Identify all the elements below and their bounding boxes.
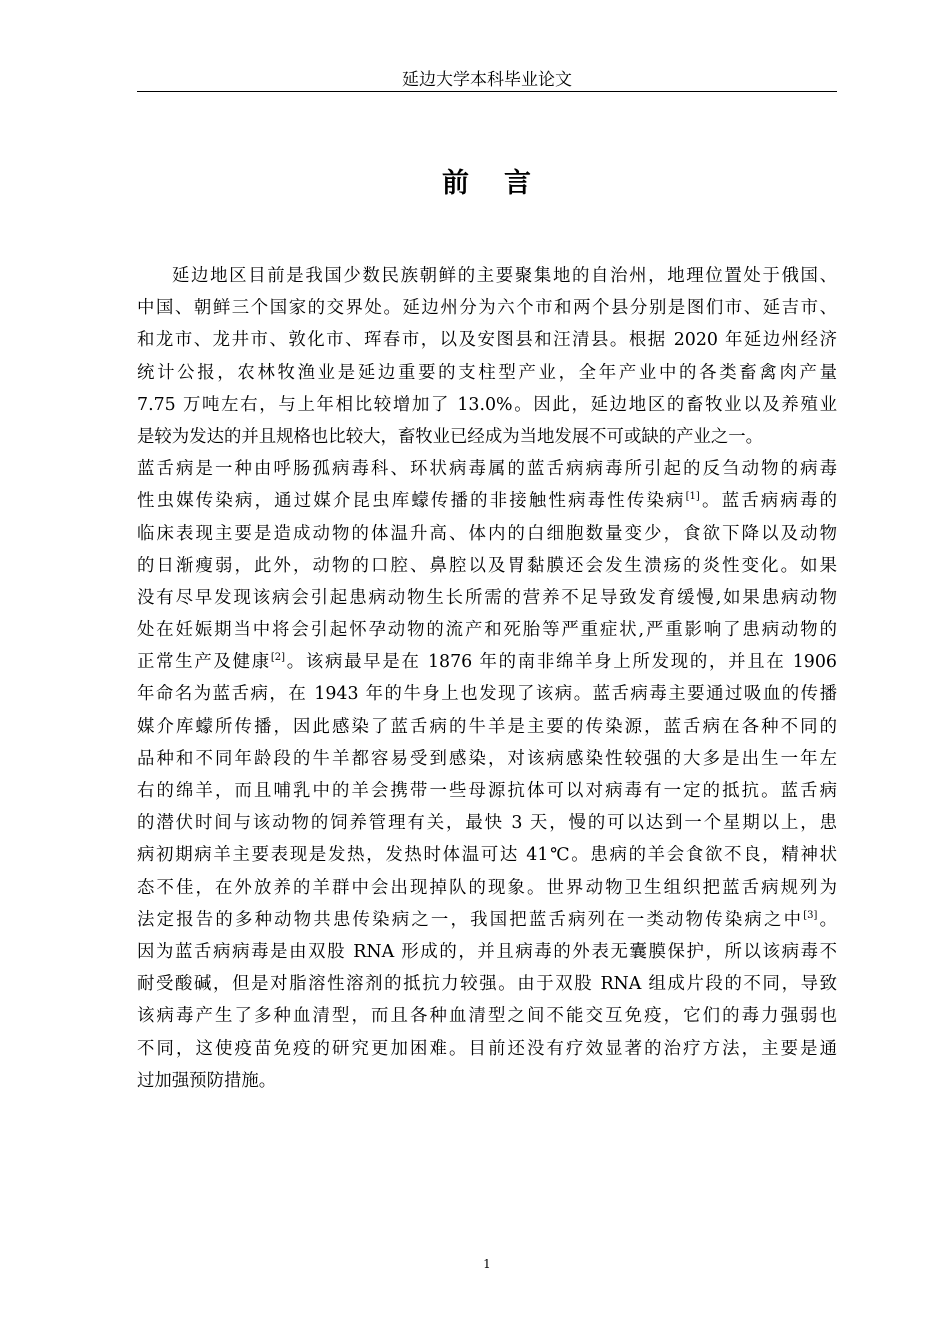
text-line: 该病毒产生了多种血清型，而且各种血清型之间不能交互免疫，它们的毒力强弱也 [137,1006,837,1027]
text-line: 和龙市、龙井市、敦化市、珲春市，以及安图县和汪清县。根据 2020 年延边州经济 [137,330,837,351]
paragraph-1 [137,260,837,453]
text-line: 中国、朝鲜三个国家的交界处。延边州分为六个市和两个县分别是图们市、延吉市、 [137,298,837,319]
text-segment: 。该病最早是在 1876 年的南非绵羊身上所发现的，并且在 1906 [285,652,837,673]
title-char-1: 前 [442,168,470,199]
text-line: 因为蓝舌病病毒是由双股 RNA 形成的，并且病毒的外表无囊膜保护，所以该病毒不 [137,941,837,962]
text-line: 统计公报，农林牧渔业是延边重要的支柱型产业，全年产业中的各类畜禽肉产量 [137,362,837,383]
text-line: 不同，这使疫苗免疫的研究更加困难。目前还没有疗效显著的治疗方法，主要是通 [137,1038,837,1059]
text-line: 媒介库蠓所传播，因此感染了蓝舌病的牛羊是主要的传染源，蓝舌病在各种不同的 [137,716,837,737]
running-header: 延边大学本科毕业论文 [402,70,572,90]
text-segment: 。 [817,909,837,930]
text-line [137,485,837,517]
text-segment: 。蓝舌病病毒的 [699,491,837,512]
text-line: 蓝舌病是一种由呼肠孤病毒科、环状病毒属的蓝舌病病毒所引起的反刍动物的病毒 [137,459,837,480]
text-line: 耐受酸碱，但是对脂溶性溶剂的抵抗力较强。由于双股 RNA 组成片段的不同，导致 [137,974,837,995]
text-line: 过加强预防措施。 [137,1070,277,1091]
header-rule [137,91,837,92]
page-title [137,164,837,204]
body-text [137,260,837,1097]
text-line [137,904,837,936]
text-line: 延边地区目前是我国少数民族朝鲜的主要聚集地的自治州，地理位置处于俄国、 [172,266,837,286]
text-line: 临床表现主要是造成动物的体温升高、体内的白细胞数量变少，食欲下降以及动物 [137,523,837,544]
citation-ref-2: [2] [270,652,286,664]
text-line: 处在妊娠期当中将会引起怀孕动物的流产和死胎等严重症状,严重影响了患病动物的 [137,620,837,641]
text-line: 的日渐瘦弱，此外，动物的口腔、鼻腔以及胃黏膜还会发生溃疡的炎性变化。如果 [137,555,837,576]
text-line [137,646,837,678]
title-char-2: 言 [504,168,532,199]
text-segment: 法定报告的多种动物共患传染病之一，我国把蓝舌病列在一类动物传染病之中 [137,909,804,930]
text-segment: 正常生产及健康 [137,652,271,673]
text-line: 7.75 万吨左右，与上年相比较增加了 13.0%。因此，延边地区的畜牧业以及养殖业 [137,394,837,415]
text-line: 是较为发达的并且规格也比较大，畜牧业已经成为当地发展不可或缺的产业之一。 [137,426,764,447]
text-segment: 性虫媒传染病，通过媒介昆虫库蠓传播的非接触性病毒性传染病 [137,491,686,512]
page-number: 1 [483,1257,491,1271]
paragraph-2 [137,453,837,1097]
text-line: 没有尽早发现该病会引起患病动物生长所需的营养不足导致发育缓慢,如果患病动物 [137,587,837,608]
text-line: 年命名为蓝舌病，在 1943 年的牛身上也发现了该病。蓝舌病毒主要通过吸血的传播 [137,684,837,705]
citation-ref-1: [1] [685,491,700,503]
text-line: 品种和不同年龄段的牛羊都容易受到感染，对该病感染性较强的大多是出生一年左 [137,748,837,769]
citation-ref-3: [3] [803,909,818,921]
text-line: 的潜伏时间与该动物的饲养管理有关，最快 3 天，慢的可以达到一个星期以上，患 [137,813,837,834]
text-line: 病初期病羊主要表现是发热，发热时体温可达 41℃。患病的羊会食欲不良，精神状 [137,845,837,866]
text-line: 态不佳，在外放养的羊群中会出现掉队的现象。世界动物卫生组织把蓝舌病规列为 [137,877,837,898]
text-line: 右的绵羊，而且哺乳中的羊会携带一些母源抗体可以对病毒有一定的抵抗。蓝舌病 [137,781,837,801]
